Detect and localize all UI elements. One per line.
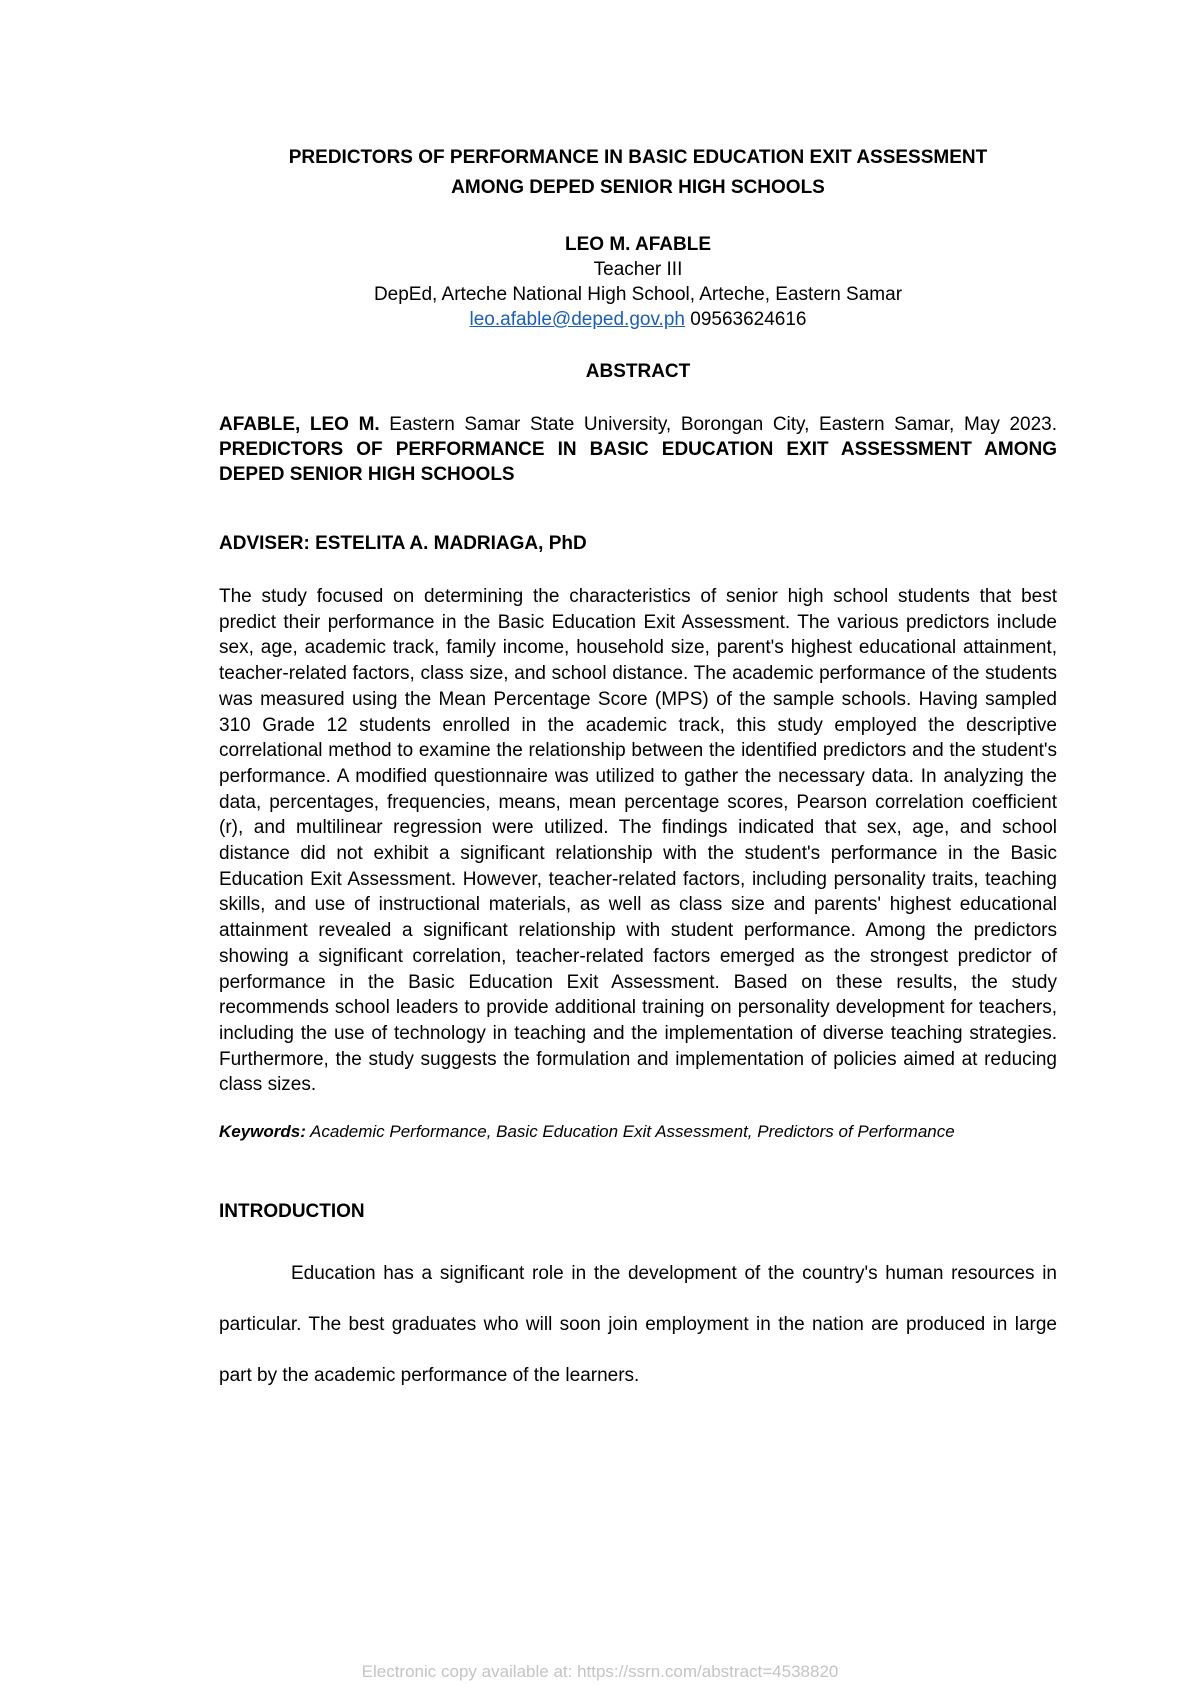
keywords xyxy=(219,1120,1057,1143)
citation-details: Eastern Samar State University, Borongan City, Eastern Samar, May 2023. xyxy=(379,414,1057,435)
keywords-label: Keywords: xyxy=(219,1122,306,1142)
thesis-citation xyxy=(219,412,1057,487)
abstract-heading: ABSTRACT xyxy=(585,361,691,382)
author-position: Teacher III xyxy=(593,259,683,280)
title-line-2: AMONG DEPED SENIOR HIGH SCHOOLS xyxy=(451,177,825,198)
ssrn-footer: Electronic copy available at: https://ssrn.com/abstract=4538820 xyxy=(361,1662,839,1681)
citation-title: PREDICTORS OF PERFORMANCE IN BASIC EDUCATION EXIT ASSESSMENT AMONG DEPED SENIOR HIGH SCHOOLS xyxy=(219,439,1057,485)
author-email-link[interactable]: leo.afable@deped.gov.ph xyxy=(469,309,685,330)
title-line-1: PREDICTORS OF PERFORMANCE IN BASIC EDUCATION EXIT ASSESSMENT xyxy=(288,147,988,168)
citation-author: AFABLE, LEO M. xyxy=(219,414,380,435)
introduction-body: Education has a significant role in the development of the country's human resources in particular. The best graduates who will soon join employment in the nation are produced in large part by the academic performance of the learners. xyxy=(219,1263,1057,1387)
abstract-body: The study focused on determining the characteristics of senior high school students that best predict their performance in the Basic Education Exit Assessment. The various predictors include sex, age, academic track, family income, household size, parent's highest educational attainment, teacher-related factors, class size, and school distance. The academic performance of the students was measured using the Mean Percentage Score (MPS) of the sample schools. Having sampled 310 Grade 12 students enrolled in the academic track, this study employed the descriptive correlational method to examine the relationship between the identified predictors and the student's performance. A modified questionnaire was utilized to gather the necessary data. In analyzing the data, percentages, frequencies, means, mean percentage scores, Pearson correlation coefficient (r), and multilinear regression were utilized. The findings indicated that sex, age, and school distance did not exhibit a significant relationship with the student's performance in the Basic Education Exit Assessment. However, teacher-related factors, including personality traits, teaching skills, and use of instructional materials, as well as class size and parents' highest educational attainment revealed a significant relationship with student performance. Among the predictors showing a significant correlation, teacher-related factors emerged as the strongest predictor of performance in the Basic Education Exit Assessment. Based on these results, the study recommends school leaders to provide additional training on personality development for teachers, including the use of technology in teaching and the implementation of diverse teaching strategies. Furthermore, the study suggests the formulation and implementation of policies aimed at reducing class sizes. xyxy=(219,586,1057,1096)
introduction-heading: INTRODUCTION xyxy=(219,1201,365,1223)
author-name: LEO M. AFABLE xyxy=(564,234,712,255)
paper-content xyxy=(219,143,1057,1401)
author-phone: 09563624616 xyxy=(684,309,807,330)
author-affiliation: DepEd, Arteche National High School, Arteche, Eastern Samar xyxy=(373,284,903,305)
author-contact xyxy=(219,307,1057,332)
paper-title xyxy=(219,143,1057,203)
adviser-line: ADVISER: ESTELITA A. MADRIAGA, PhD xyxy=(219,533,587,554)
keywords-text: Academic Performance, Basic Education Exit Assessment, Predictors of Performance xyxy=(305,1122,955,1142)
author-block xyxy=(219,232,1057,332)
